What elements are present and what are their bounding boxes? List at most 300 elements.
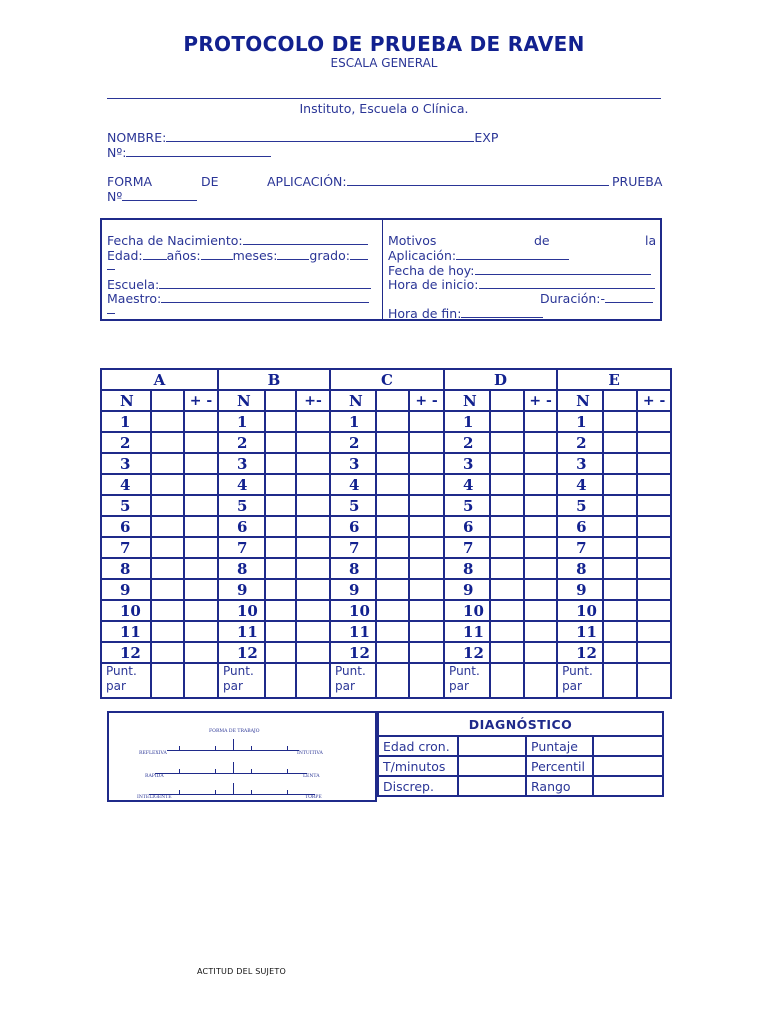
edad-row [107,248,368,263]
rango-field[interactable] [593,776,663,796]
column-header-plus-minus: + - [409,390,444,411]
answer-header [151,390,184,411]
answer-cell[interactable] [490,642,524,663]
answer-cell[interactable] [265,516,296,537]
nombre-label: NOMBRE: [107,130,167,145]
plus-minus-cell[interactable] [296,621,330,642]
item-number: 6 [557,516,603,537]
plus-minus-cell[interactable] [296,432,330,453]
institution-line[interactable] [107,98,661,99]
item-number: 2 [444,432,490,453]
fecha-hoy-label: Fecha de hoy: [388,263,475,278]
diagnostico-header-row [378,712,663,736]
item-number: 5 [101,495,151,516]
answer-header [376,390,409,411]
edad-cron-field[interactable] [458,736,526,756]
answer-cell[interactable] [490,558,524,579]
percentil-label: Percentil [526,756,593,776]
nombre-row [107,130,498,145]
plus-minus-cell[interactable] [184,558,218,579]
exp-label: EXP [474,130,499,145]
plus-minus-cell[interactable] [184,642,218,663]
answer-cell[interactable] [603,642,637,663]
plus-minus-cell[interactable] [524,453,557,474]
diagnostico-heading: DIAGNÓSTICO [378,712,663,736]
item-number: 3 [557,453,603,474]
item-number: 11 [557,621,603,642]
answer-cell[interactable] [376,558,409,579]
answer-cell[interactable] [151,474,184,495]
maestro-continuation-line [107,302,115,314]
series-header: A [101,369,218,390]
institution-label: Instituto, Escuela o Clínica. [299,101,469,116]
answer-cell[interactable] [603,600,637,621]
puntaje-parcial-label [444,663,490,698]
item-number: 11 [330,621,376,642]
plus-minus-cell[interactable] [296,474,330,495]
plus-minus-cell[interactable] [184,600,218,621]
discrep-field[interactable] [458,776,526,796]
series-header: D [444,369,557,390]
plus-minus-cell[interactable] [184,495,218,516]
hora-inicio-field[interactable] [479,277,655,289]
answer-cell[interactable] [151,516,184,537]
column-header-plus-minus: + - [184,390,218,411]
item-number: 8 [101,558,151,579]
answer-cell[interactable] [603,474,637,495]
plus-minus-cell[interactable] [409,579,444,600]
plus-minus-cell[interactable] [409,495,444,516]
par-label: par [562,679,582,693]
numero-field[interactable] [126,145,271,157]
answer-cell[interactable] [265,579,296,600]
motivos-aplicacion-field[interactable] [456,248,569,260]
column-header-row [101,390,671,411]
plus-minus-cell[interactable] [409,432,444,453]
motivos-aplicacion-row [388,248,569,263]
answer-cell[interactable] [376,432,409,453]
scale-tick [287,769,288,774]
plus-minus-cell[interactable] [296,411,330,432]
escuela-label: Escuela: [107,277,160,292]
score-table [100,368,672,699]
puntaje-parcial-field[interactable] [376,663,409,698]
percentil-field[interactable] [593,756,663,776]
plus-minus-cell[interactable] [409,642,444,663]
maestro-continuation [107,302,115,317]
item-number: 9 [557,579,603,600]
inteligente-torpe-scale[interactable] [149,794,315,795]
grado-label: grado: [309,248,350,263]
plus-minus-cell[interactable] [296,537,330,558]
rapida-lenta-scale[interactable] [155,773,307,774]
puntaje-field[interactable] [593,736,663,756]
plus-minus-cell[interactable] [637,411,671,432]
hora-inicio-label: Hora de inicio: [388,277,479,292]
answer-cell[interactable] [490,516,524,537]
item-number: 12 [444,642,490,663]
scale-tick [251,790,252,795]
plus-minus-cell[interactable] [637,495,671,516]
item-row [101,411,671,432]
item-number: 5 [557,495,603,516]
plus-minus-cell[interactable] [184,474,218,495]
answer-cell[interactable] [490,495,524,516]
puntaje-parcial-field[interactable] [151,663,184,698]
plus-minus-cell[interactable] [296,453,330,474]
column-header-plus-minus: + - [524,390,557,411]
answer-cell[interactable] [151,495,184,516]
puntaje-parcial-field[interactable] [265,663,296,698]
series-header: B [218,369,330,390]
plus-minus-cell[interactable] [637,600,671,621]
document-title: PROTOCOLO DE PRUEBA DE RAVEN [183,32,585,56]
item-number: 6 [218,516,265,537]
answer-cell[interactable] [490,621,524,642]
edad-field[interactable] [143,248,167,260]
punt-label: Punt. [562,664,593,678]
answer-cell[interactable] [265,600,296,621]
answer-cell[interactable] [603,453,637,474]
answer-cell[interactable] [376,411,409,432]
item-row [101,558,671,579]
answer-cell[interactable] [376,453,409,474]
motivos-la-label: la [645,233,657,248]
item-number: 1 [330,411,376,432]
answer-cell[interactable] [376,621,409,642]
plus-minus-cell[interactable] [409,411,444,432]
puntaje-label: Puntaje [526,736,593,756]
reflexiva-intuitiva-scale[interactable] [167,750,299,751]
item-number: 10 [218,600,265,621]
answer-cell[interactable] [265,474,296,495]
intuitiva-label: INTUITIVA [297,751,323,756]
item-number: 2 [557,432,603,453]
plus-minus-cell[interactable] [637,474,671,495]
plus-minus-cell[interactable] [296,558,330,579]
item-number: 6 [444,516,490,537]
item-number: 12 [330,642,376,663]
item-number: 7 [444,537,490,558]
item-number: 3 [101,453,151,474]
answer-cell[interactable] [376,474,409,495]
anos-label: años: [166,248,201,263]
item-number: 12 [101,642,151,663]
scale-center-tick [233,762,234,773]
torpe-label: TORPE [305,795,322,800]
scale-tick [179,746,180,751]
plus-minus-cell[interactable] [524,558,557,579]
answer-cell[interactable] [151,642,184,663]
rapida-label: RAPIDA [145,774,164,779]
edad-continuation-line [107,258,115,270]
puntaje-parcial-extra[interactable] [409,663,444,698]
plus-minus-cell[interactable] [296,642,330,663]
scale-tick [215,790,216,795]
answer-cell[interactable] [265,642,296,663]
edad-cron-label: Edad cron. [378,736,458,756]
answer-cell[interactable] [265,537,296,558]
meses-field[interactable] [277,248,309,260]
diagnostico-row [378,736,663,756]
item-row [101,495,671,516]
plus-minus-cell[interactable] [296,579,330,600]
plus-minus-cell[interactable] [296,495,330,516]
item-number: 4 [330,474,376,495]
answer-cell[interactable] [490,600,524,621]
hora-fin-field[interactable] [461,306,543,318]
answer-cell[interactable] [151,558,184,579]
diagnostico-row [378,776,663,796]
lenta-label: LENTA [303,774,320,779]
scale-center-tick [233,783,234,794]
item-number: 1 [101,411,151,432]
column-header-n: N [101,390,151,411]
plus-minus-cell[interactable] [524,600,557,621]
answer-cell[interactable] [265,453,296,474]
plus-minus-cell[interactable] [409,453,444,474]
meses-label: meses: [232,248,278,263]
answer-cell[interactable] [376,579,409,600]
plus-minus-cell[interactable] [637,516,671,537]
scale-center-tick [233,739,234,750]
item-number: 4 [444,474,490,495]
answer-cell[interactable] [151,453,184,474]
answer-cell[interactable] [151,579,184,600]
plus-minus-cell[interactable] [184,453,218,474]
inteligente-label: INTELIGENTE [137,795,172,800]
answer-cell[interactable] [603,495,637,516]
nombre-field[interactable] [166,130,474,142]
plus-minus-cell[interactable] [409,600,444,621]
answer-cell[interactable] [603,537,637,558]
plus-minus-cell[interactable] [184,537,218,558]
diagnostico-row [378,756,663,776]
answer-cell[interactable] [376,495,409,516]
column-header-n: N [330,390,376,411]
forma-de-trabajo-box [107,711,377,802]
item-number: 6 [330,516,376,537]
puntaje-parcial-extra[interactable] [184,663,218,698]
item-number: 2 [101,432,151,453]
plus-minus-cell[interactable] [524,516,557,537]
item-number: 7 [218,537,265,558]
aplicacion-label: APLICACIÓN: [267,174,347,189]
duracion-label: Duración:- [540,291,605,306]
series-header: C [330,369,444,390]
answer-cell[interactable] [151,432,184,453]
scale-tick [215,746,216,751]
answer-cell[interactable] [490,453,524,474]
item-number: 10 [444,600,490,621]
plus-minus-cell[interactable] [637,558,671,579]
puntaje-parcial-field[interactable] [603,663,637,698]
answer-cell[interactable] [490,411,524,432]
grado-field[interactable] [350,248,368,260]
punt-label: Punt. [449,664,480,678]
plus-minus-cell[interactable] [296,516,330,537]
item-number: 11 [218,621,265,642]
aplicacion-field[interactable] [347,174,609,186]
puntaje-parcial-label [330,663,376,698]
plus-minus-cell[interactable] [296,600,330,621]
scale-tick [179,790,180,795]
fecha-hoy-field[interactable] [475,263,651,275]
hora-fin-label: Hora de fin: [388,306,462,321]
duracion-field[interactable] [605,291,653,303]
answer-cell[interactable] [490,474,524,495]
puntaje-parcial-label [101,663,151,698]
item-number: 7 [330,537,376,558]
plus-minus-cell[interactable] [524,579,557,600]
plus-minus-cell[interactable] [637,621,671,642]
answer-cell[interactable] [151,600,184,621]
answer-cell[interactable] [603,621,637,642]
numero-label: Nº: [107,145,127,160]
plus-minus-cell[interactable] [524,642,557,663]
plus-minus-cell[interactable] [409,537,444,558]
answer-cell[interactable] [376,600,409,621]
scale-tick [287,746,288,751]
item-number: 6 [101,516,151,537]
plus-minus-cell[interactable] [524,621,557,642]
answer-cell[interactable] [490,432,524,453]
item-row [101,642,671,663]
plus-minus-cell[interactable] [524,537,557,558]
answer-cell[interactable] [151,411,184,432]
plus-minus-cell[interactable] [184,621,218,642]
answer-header [490,390,524,411]
item-number: 7 [101,537,151,558]
puntaje-parcial-extra[interactable] [296,663,330,698]
par-label: par [106,679,126,693]
plus-minus-cell[interactable] [524,495,557,516]
plus-minus-cell[interactable] [409,474,444,495]
answer-cell[interactable] [490,537,524,558]
prueba-numero-label: Nº [107,189,123,204]
item-number: 9 [218,579,265,600]
maestro-label: Maestro: [107,291,162,306]
answer-header [265,390,296,411]
item-number: 5 [218,495,265,516]
answer-cell[interactable] [490,579,524,600]
hora-fin-row [388,306,543,321]
scale-tick [287,790,288,795]
item-number: 4 [101,474,151,495]
answer-cell[interactable] [603,432,637,453]
plus-minus-cell[interactable] [409,558,444,579]
answer-header [603,390,637,411]
column-header-plus-minus: +- [296,390,330,411]
puntaje-parcial-label [557,663,603,698]
escuela-field[interactable] [159,277,371,289]
puntaje-parcial-label [218,663,265,698]
item-number: 7 [557,537,603,558]
answer-cell[interactable] [603,579,637,600]
aplicacion-row [267,174,609,189]
par-label: par [449,679,469,693]
answer-cell[interactable] [603,558,637,579]
item-number: 1 [557,411,603,432]
puntaje-parcial-extra[interactable] [637,663,671,698]
plus-minus-cell[interactable] [637,453,671,474]
item-row [101,600,671,621]
plus-minus-cell[interactable] [184,411,218,432]
forma-de-label: DE [201,174,219,189]
scale-tick [251,769,252,774]
item-number: 11 [101,621,151,642]
plus-minus-cell[interactable] [637,537,671,558]
plus-minus-cell[interactable] [637,642,671,663]
par-label: par [335,679,355,693]
prueba-numero-field[interactable] [122,189,197,201]
anos-field[interactable] [201,248,233,260]
plus-minus-cell[interactable] [184,579,218,600]
duracion-row [540,291,653,306]
answer-cell[interactable] [603,516,637,537]
puntaje-parcial-row [101,663,671,698]
edad-label: Edad: [107,248,143,263]
answer-cell[interactable] [265,495,296,516]
hora-inicio-row [388,277,655,292]
answer-cell[interactable] [376,642,409,663]
answer-cell[interactable] [265,411,296,432]
item-number: 12 [218,642,265,663]
maestro-field[interactable] [161,291,369,303]
answer-cell[interactable] [151,537,184,558]
scale-tick [215,769,216,774]
plus-minus-cell[interactable] [409,516,444,537]
item-row [101,579,671,600]
reflexiva-label: REFLEXIVA [139,751,167,756]
series-header: E [557,369,671,390]
answer-cell[interactable] [376,516,409,537]
tminutos-label: T/minutos [378,756,458,776]
plus-minus-cell[interactable] [637,579,671,600]
discrep-label: Discrep. [378,776,458,796]
puntaje-parcial-field[interactable] [490,663,524,698]
prueba-numero-row [107,189,197,204]
tminutos-field[interactable] [458,756,526,776]
prueba-label: PRUEBA [612,174,663,189]
puntaje-parcial-extra[interactable] [524,663,557,698]
answer-cell[interactable] [376,537,409,558]
answer-cell[interactable] [265,558,296,579]
answer-cell[interactable] [603,411,637,432]
fecha-nacimiento-field[interactable] [243,233,368,245]
escuela-row [107,277,371,292]
item-number: 1 [444,411,490,432]
answer-cell[interactable] [265,621,296,642]
plus-minus-cell[interactable] [524,411,557,432]
plus-minus-cell[interactable] [409,621,444,642]
item-row [101,432,671,453]
forma-de-trabajo-title: FORMA DE TRABAJO [209,729,260,734]
answer-cell[interactable] [151,621,184,642]
plus-minus-cell[interactable] [184,516,218,537]
plus-minus-cell[interactable] [637,432,671,453]
fecha-nacimiento-label: Fecha de Nacimiento: [107,233,243,248]
fecha-hoy-row [388,263,651,278]
answer-cell[interactable] [265,432,296,453]
plus-minus-cell[interactable] [524,474,557,495]
item-number: 11 [444,621,490,642]
plus-minus-cell[interactable] [184,432,218,453]
plus-minus-cell[interactable] [524,432,557,453]
item-row [101,537,671,558]
item-number: 1 [218,411,265,432]
punt-label: Punt. [223,664,254,678]
